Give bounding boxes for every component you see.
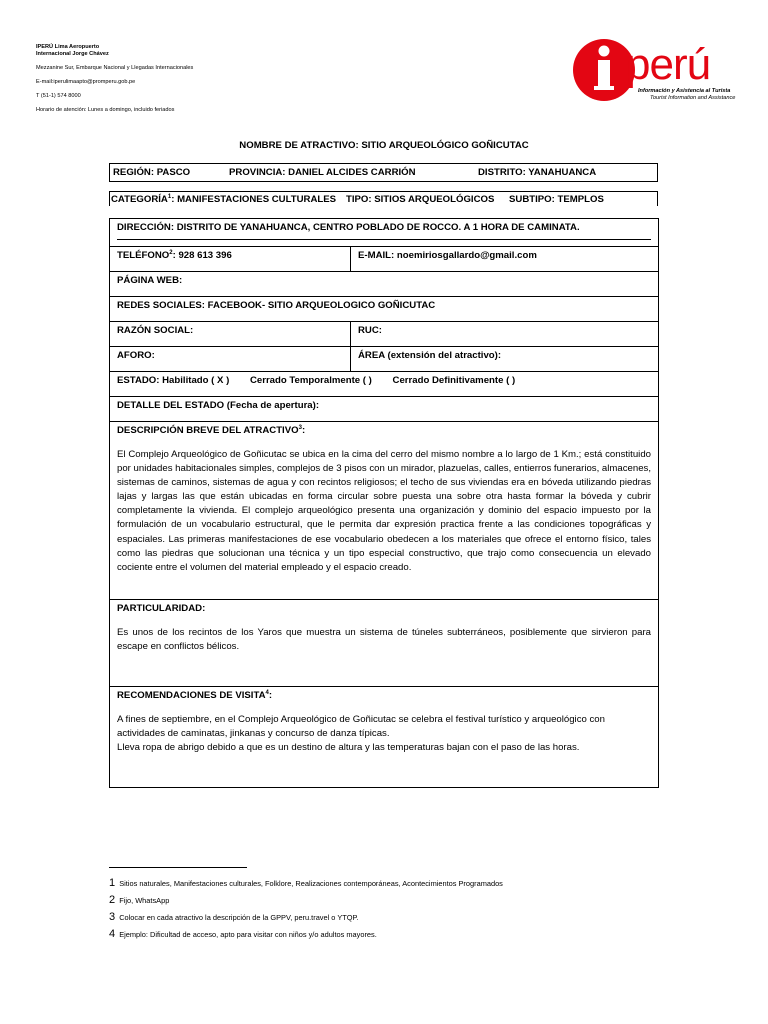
office-hours: Horario de atención: Lunes a domingo, incluido feriados [36,106,175,113]
recomendaciones-text-2: Lleva ropa de abrigo debido a que es un destino de altura y las temperaturas bajan con el paso de las horas. [117,742,580,754]
telefono-value: : 928 613 396 [172,250,232,261]
area-field: ÁREA (extensión del atractivo): [358,350,502,361]
direccion-underline [117,239,651,240]
footnote-ref-2: 2 [169,249,173,256]
estado-habilitado: ESTADO: Habilitado ( X ) [117,375,230,386]
region-field: REGIÓN: PASCO [113,167,191,178]
telefono-label: TELÉFONO [117,250,170,261]
estado-row [110,372,658,397]
footnote-text: Fijo, WhatsApp [119,896,170,905]
footnote-number: 3 [109,911,116,923]
footnotes [109,875,503,943]
footnote-item [109,909,503,926]
web-row [110,272,658,297]
footnote-item [109,892,503,909]
contact-row [110,247,658,272]
redes-field: REDES SOCIALES: FACEBOOK- SITIO ARQUEOLOGICO GOÑICUTAC [117,300,436,311]
logo-word: perú [626,40,711,89]
tipo-field: TIPO: SITIOS ARQUEOLÓGICOS [346,194,495,205]
attraction-form [109,218,659,788]
distrito-field: DISTRITO: YANAHUANCA [478,167,597,178]
aforo-field: AFORO: [110,347,351,371]
provincia-field: PROVINCIA: DANIEL ALCIDES CARRIÓN [229,167,416,178]
detalle-estado-field: DETALLE DEL ESTADO (Fecha de apertura): [117,400,320,411]
footnote-ref-3: 3 [298,424,302,431]
descripcion-label: DESCRIPCIÓN BREVE DEL ATRACTIVO [117,425,299,436]
email-field: E-MAIL: noemiriosgallardo@gmail.com [358,250,537,261]
particularidad-row [110,600,658,687]
razon-row [110,322,658,347]
recomendaciones-colon: : [268,690,273,701]
web-field: PÁGINA WEB: [117,275,183,286]
footnote-number: 1 [109,877,116,889]
office-address: Mezzanine Sur, Embarque Nacional y Llegadas Internacionales [36,64,194,71]
categoria-field [111,194,336,205]
attraction-title: NOMBRE DE ATRACTIVO: SITIO ARQUEOLÓGICO GOÑICUTAC [239,140,529,151]
category-row [109,191,658,206]
footnote-text: Sitios naturales, Manifestaciones culturales, Folklore, Realizaciones contemporáneas, Acontecimientos Programados [119,879,503,888]
categoria-label: CATEGORÍA [111,194,168,205]
recomendaciones-heading [117,690,651,701]
footnote-item [109,875,503,892]
footnote-number: 2 [109,894,116,906]
categoria-value: : MANIFESTACIONES CULTURALES [171,194,337,205]
iperu-logo [570,32,740,117]
direccion-row [110,219,658,247]
footnote-text: Colocar en cada atractivo la descripción de la GPPV, peru.travel o YTQP. [119,913,359,922]
descripcion-row [110,422,658,600]
estado-definitivo: Cerrado Definitivamente ( ) [392,375,516,386]
logo-tagline-es: Información y Asistencia al Turista [638,88,731,94]
recomendaciones-row [110,687,658,787]
direccion-field: DIRECCIÓN: DISTRITO DE YANAHUANCA, CENTRO POBLADO DE ROCCO. A 1 HORA DE CAMINATA. [117,222,580,233]
detalle-row [110,397,658,422]
logo-tagline-en: Tourist Information and Assistance [650,95,736,101]
telefono-field [110,247,351,271]
footnote-ref-4: 4 [265,689,269,696]
descripcion-colon: : [301,425,306,436]
footnote-number: 4 [109,928,116,940]
office-info [36,44,193,114]
estado-temporal: Cerrado Temporalmente ( ) [249,375,372,386]
aforo-row [110,347,658,372]
office-email: E-mail:iperulimaapto@promperu.gob.pe [36,78,136,85]
footnote-separator [109,867,247,868]
particularidad-text: Es unos de los recintos de los Yaros que muestra un sistema de túneles subterráneos, posiblemente que sirvieron para escape en conflictos bélicos. [117,627,651,653]
descripcion-text: El Complejo Arqueológico de Goñicutac se ubica en la cima del cerro del mismo nombre a lo largo de 1 Km.; está constituido por unidades habitacionales simples, complejos de 3 pisos con un mirador, plazuelas, calles, entierros funerarios, almacenes, sistemas de caminos, sistemas de agua y con recintos religiosos; el techo de sus viviendas era en bóveda utilizando piedras lajas y largas las que están ubicadas en forma circular sobre puesta una sobre otra hasta formar la bóveda y cubrir completamente la vivienda. El complejo arqueológico presenta una organización y dominio del espacio impuesto por la formulación de un vocabulario estructural, que le permita dar expresión practica frente a las condiciones topográficas y espaciales. Las primeras manifestaciones de ese vocabulario obedecen a los materiales que ofrece el entorno físico, tales como las piedras que solucionan una técnica y un tipo especial constructivo, que trajo como consecuencia un elevado cociente entre el volumen del material empleado y el espacio creado. [117,449,651,573]
recomendaciones-label: RECOMENDACIONES DE VISITA [117,690,266,701]
subtipo-field: SUBTIPO: TEMPLOS [509,194,604,205]
redes-row [110,297,658,322]
office-phone: T (51-1) 574 8000 [36,92,81,99]
descripcion-heading [117,425,651,436]
footnote-item [109,926,503,943]
office-name-line2: Internacional Jorge Chávez [36,50,109,57]
footnote-ref-1: 1 [167,193,172,200]
recomendaciones-text-1: A fines de septiembre, en el Complejo Arqueológico de Goñicutac se celebra el festival turístico y arqueológico con actividades de caminatas, jinkanas y concurso de danza típicas. [117,714,605,740]
office-name-line1: IPERÚ Lima Aeropuerto [36,44,100,50]
razon-social-field: RAZÓN SOCIAL: [110,322,351,346]
footnote-text: Ejemplo: Dificultad de acceso, apto para visitar con niños y/o adultos mayores. [119,930,377,939]
ruc-field: RUC: [358,325,382,336]
location-row [109,163,658,182]
particularidad-label: PARTICULARIDAD: [117,603,206,614]
